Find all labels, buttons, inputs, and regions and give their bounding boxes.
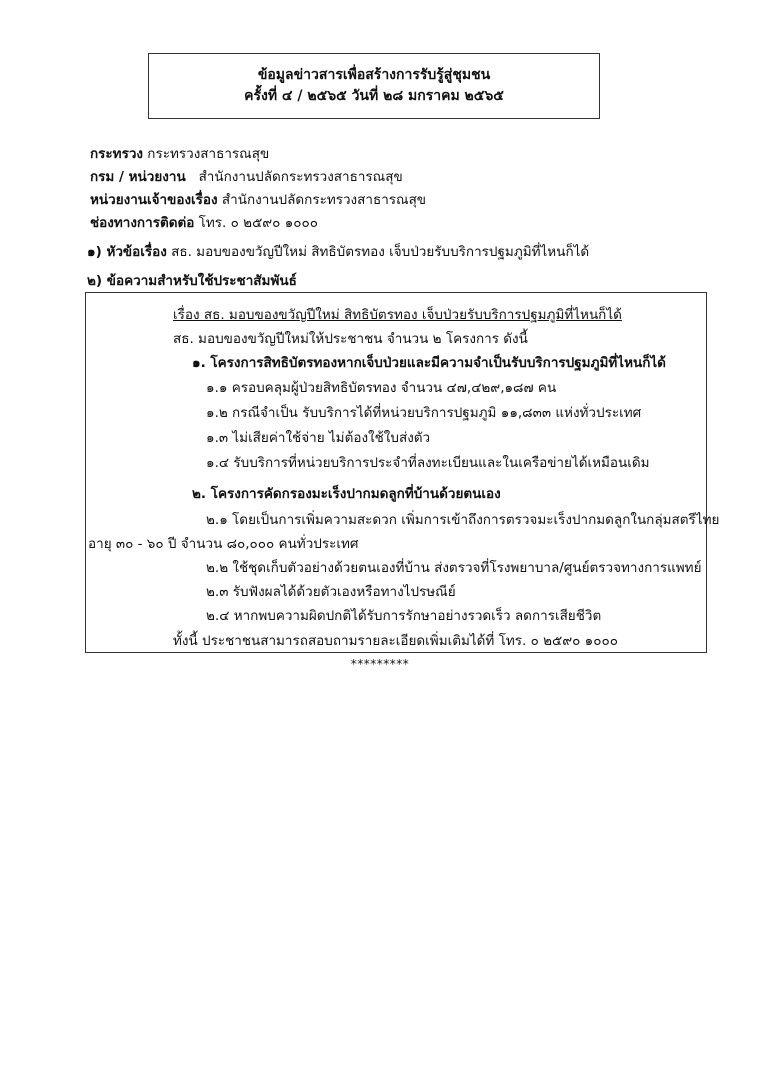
owner-row (90, 191, 426, 209)
department-row (90, 168, 403, 186)
section2-label: ๒) ข้อความสำหรับใช้ประชาสัมพันธ์ (87, 273, 297, 289)
end-mark: ********* (350, 657, 410, 671)
section1-value: สธ. มอบของขวัญปีใหม่ สิทธิบัตรทอง เจ็บป่วยรับบริการปฐมภูมิที่ไหนก็ได้ (171, 244, 590, 260)
ministry-row (90, 145, 269, 163)
ministry-value: กระทรวงสาธารณสุข (147, 146, 270, 162)
project1-item: ๑.๓ ไม่เสียค่าใช้จ่าย ไม่ต้องใช้ใบส่งตัว (206, 430, 431, 446)
project1-title: ๑. โครงการสิทธิบัตรทองหากเจ็บป่วยและมีความจำเป็นรับบริการปฐมภูมิที่ไหนก็ได้ (192, 355, 666, 371)
department-value: สำนักงานปลัดกระทรวงสาธารณสุข (198, 169, 403, 185)
department-label: กรม / หน่วยงาน (90, 169, 186, 185)
ministry-label: กระทรวง (90, 146, 143, 162)
project2-title: ๒. โครงการคัดกรองมะเร็งปากมดลูกที่บ้านด้วยตนเอง (192, 486, 501, 502)
section1-row (87, 243, 589, 261)
project2-item: ๒.๓ รับฟังผลได้ด้วยตัวเองหรือทางไปรษณีย์ (206, 584, 456, 600)
contact-label: ช่องทางการติดต่อ (90, 215, 195, 231)
project1-item: ๑.๑ ครอบคลุมผู้ป่วยสิทธิบัตรทอง จำนวน ๔๗,๔๒๙,๑๘๗ คน (206, 380, 557, 396)
contact-row (90, 214, 318, 232)
project1-item: ๑.๔ รับบริการที่หน่วยบริการประจำที่ลงทะเบียนและในเครือข่ายได้เหมือนเดิม (206, 455, 650, 471)
release-closing: ทั้งนี้ ประชาชนสามารถสอบถามรายละเอียดเพิ่มเติมได้ที่ โทร. ๐ ๒๕๙๐ ๑๐๐๐ (173, 633, 618, 649)
document-header-box (148, 53, 600, 119)
project1-item: ๑.๒ กรณีจำเป็น รับบริการได้ที่หน่วยบริการปฐมภูมิ ๑๑,๘๓๓ แห่งทั่วประเทศ (206, 405, 642, 421)
document-issue-date: ครั้งที่ ๔ / ๒๕๖๕ วันที่ ๒๘ มกราคม ๒๕๖๕ (244, 88, 504, 104)
project2-item: ๒.๒ ใช้ชุดเก็บตัวอย่างด้วยตนเองที่บ้าน ส่งตรวจที่โรงพยาบาล/ศูนย์ตรวจทางการแพทย์ (206, 560, 702, 576)
project2-item: ๒.๔ หากพบความผิดปกติได้รับการรักษาอย่างรวดเร็ว ลดการเสียชีวิต (206, 608, 602, 624)
project2-item1-line2: อายุ ๓๐ - ๖๐ ปี จำนวน ๘๐,๐๐๐ คนทั่วประเทศ (88, 536, 359, 552)
owner-label: หน่วยงานเจ้าของเรื่อง (90, 192, 218, 208)
release-intro: สธ. มอบของขวัญปีใหม่ให้ประชาชน จำนวน ๒ โครงการ ดังนี้ (173, 331, 528, 347)
owner-value: สำนักงานปลัดกระทรวงสาธารณสุข (221, 192, 427, 208)
document-title: ข้อมูลข่าวสารเพื่อสร้างการรับรู้สู่ชุมชน (257, 67, 491, 83)
release-subject: เรื่อง สธ. มอบของขวัญปีใหม่ สิทธิบัตรทอง เจ็บป่วยรับบริการปฐมภูมิที่ไหนก็ได้ (173, 307, 622, 323)
press-release-box (85, 292, 720, 653)
contact-value: โทร. ๐ ๒๕๙๐ ๑๐๐๐ (198, 215, 318, 231)
project2-item1-line1: ๒.๑ โดยเป็นการเพิ่มความสะดวก เพิ่มการเข้าถึงการตรวจมะเร็งปากมดลูกในกลุ่มสตรีไทย (206, 512, 720, 528)
section1-label: ๑) หัวข้อเรื่อง (87, 244, 167, 260)
section2-row (87, 272, 297, 290)
